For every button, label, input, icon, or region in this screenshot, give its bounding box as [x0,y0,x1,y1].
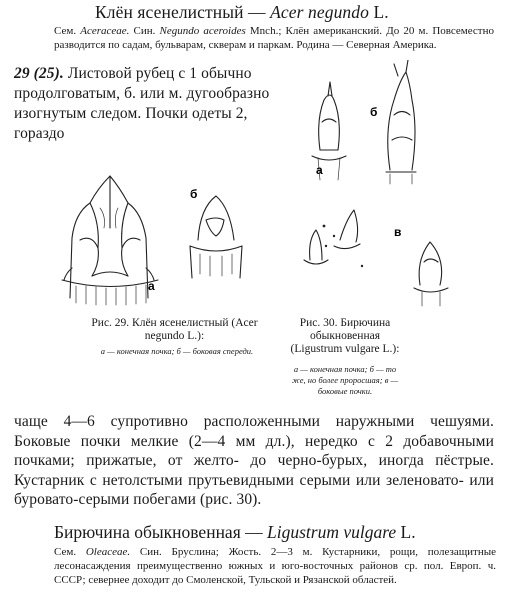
bud-drawing-icon [62,176,158,305]
bud-drawing-icon [190,196,242,278]
entry-title-acer [95,2,389,23]
key-paragraph-start [14,64,276,144]
title-author: L. [373,2,389,22]
note-rest: Mnch.; Клён американский. До 20 м. Повсеместно разводится по садам, бульварам, скверам и паркам. Родина — Северная Америка. [54,25,494,51]
figure-29-drawing [40,168,290,308]
title-latin: Ligustrum vulgare [267,522,397,542]
fig30-label-b: б [370,105,378,119]
note-lead: Сем. [54,546,77,558]
entry-note-acer [54,24,494,52]
entry-note-ligustrum [54,545,496,587]
key-text: Листовой рубец с 1 обычно продолговатым, б. или м. дугообразно изогнутым следом. Почки одеты 2, гораздо [14,65,270,142]
bud-drawing-icon [304,60,448,306]
note-family: Oleaceae. [85,546,131,558]
figure-29-legend: а — конечная почка; б — боковая спереди. [100,346,254,356]
note-synonym: Negundo aceroides [159,25,246,37]
note-family: Aceraceae. [80,25,130,37]
fig29-label-a: а [148,279,155,293]
note-rest: Син. Бруслина; Жость. 2—3 м. Кустарники, рощи, полезащитные лесонасаждения преимущественно южных и юго-восточных районов ср. пол. Европ. ч. СССР; севернее доходит до Смоленской, Тульской и Рязанской областей. [54,546,497,586]
figure-29-caption: Рис. 29. Клён ясенелистный (Acer negundo L.): [91,317,258,342]
note-syn-lead: Син. [133,25,156,37]
figure-30-drawing [290,60,490,310]
figure-30-legend: а — конечная почка; б — то же, но более проросшая; в — боковые почки. [291,364,399,396]
figure-30-caption: Рис. 30. Бирючина обыкновенная (Ligustrum vulgare L.): [290,317,400,355]
title-russian: Бирючина обыкновенная — [54,522,263,542]
title-russian: Клён ясенелистный — [95,2,266,22]
fig30-label-v: в [394,225,402,239]
fig29-label-b: б [190,187,198,201]
fig30-label-a: а [316,163,323,177]
note-lead: Сем. [54,25,77,37]
title-latin: Acer negundo [270,2,369,22]
key-paragraph-continued: чаще 4—6 супротивно расположенными наружными чешуями. Боковые почки мелкие (2—4 мм дл.), нередко с 2 добавочными почками; прижатые, от желто- до черно-бурых, иногда пёстрые. Кустарник с нетолстыми прутьевидными серыми или зеленовато- или буровато-серыми побегами (рис. 30). [14,413,494,508]
entry-title-ligustrum [54,522,416,543]
title-author: L. [400,522,416,542]
key-number: 29 (25). [14,65,64,82]
